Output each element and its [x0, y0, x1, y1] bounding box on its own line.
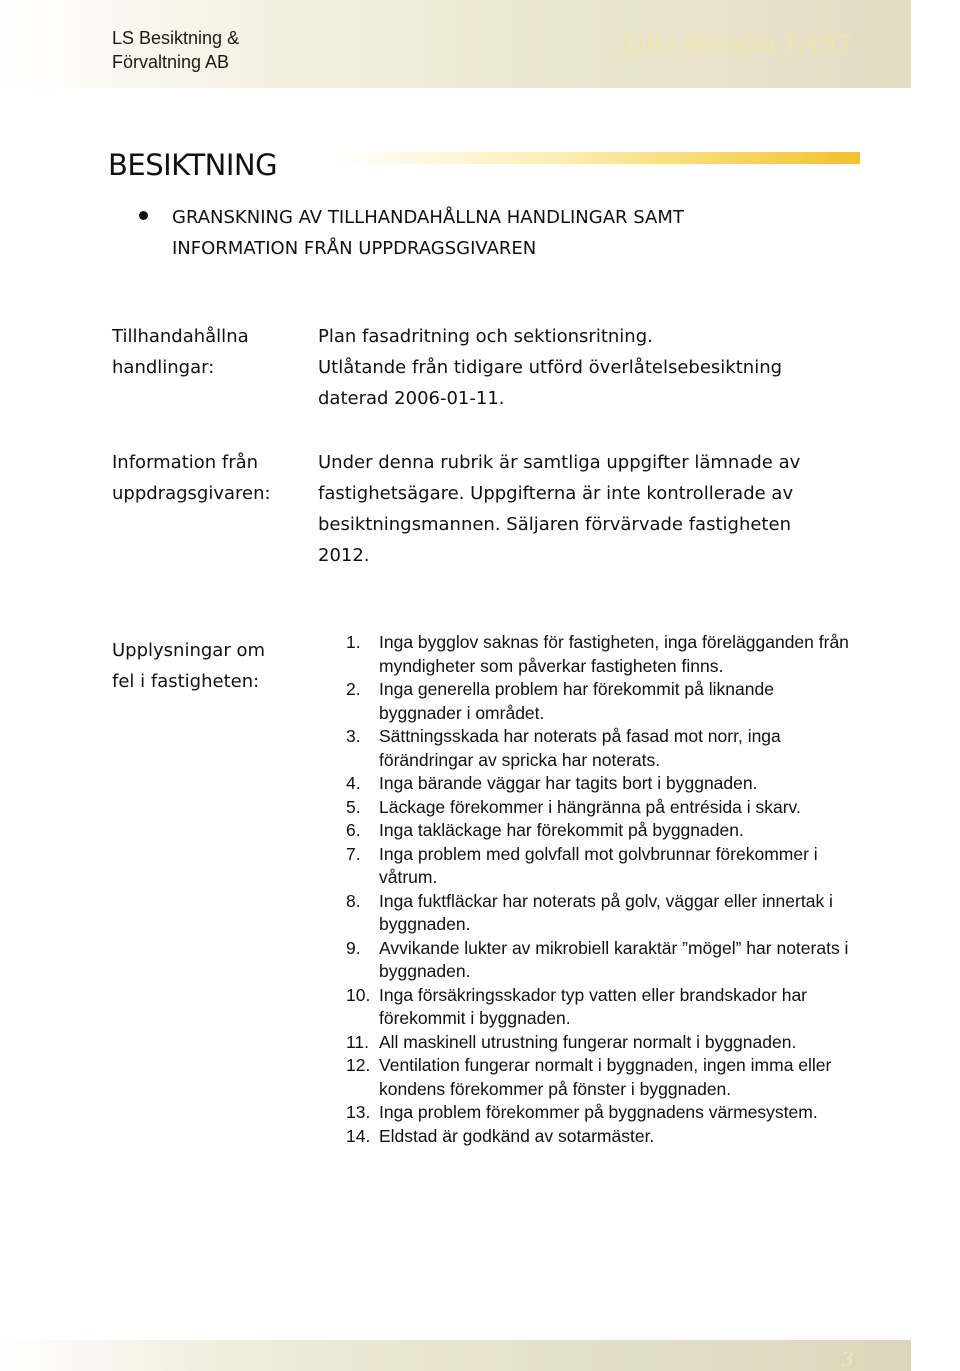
- list-item-number: 11.: [346, 1031, 370, 1052]
- title-accent-line: [330, 152, 860, 164]
- page-number: 3: [841, 1347, 854, 1371]
- list-item-number: 12.: [346, 1055, 371, 1075]
- list-item-number: 5.: [346, 796, 361, 817]
- list-item: [346, 796, 856, 820]
- subsection-heading-line2: INFORMATION FRÅN UPPDRAGSGIVAREN: [172, 238, 537, 259]
- company-name-line2: Förvaltning AB: [112, 52, 230, 72]
- information-label: [112, 447, 302, 509]
- list-item-text: Inga takläckage har förekommit på byggnaden.: [379, 820, 744, 840]
- footer-bar: [0, 1340, 911, 1371]
- list-item: [346, 843, 856, 890]
- handlingar-label-line1: Tillhandahållna: [112, 326, 249, 347]
- handlingar-value-line3: daterad 2006-01-11.: [318, 388, 505, 409]
- handlingar-value: [318, 321, 878, 414]
- list-item-number: 7.: [346, 843, 361, 864]
- list-item-text: Inga försäkringsskador typ vatten eller brandskador har förekommit i byggnaden.: [379, 984, 808, 1028]
- list-item-text: All maskinell utrustning fungerar normalt i byggnaden.: [379, 1031, 797, 1052]
- information-value-line1: Under denna rubrik är samtliga uppgifter lämnade av: [318, 452, 801, 473]
- information-label-line2: uppdragsgivaren:: [112, 483, 271, 504]
- list-item: [346, 1054, 856, 1101]
- list-item-number: 13.: [346, 1102, 371, 1122]
- upplysningar-label-line1: Upplysningar om: [112, 640, 265, 661]
- list-item: [346, 937, 856, 984]
- information-value-line3: besiktningsmannen. Säljaren förvärvade fastigheten: [318, 514, 791, 535]
- list-item-text: Inga problem med golvfall mot golvbrunnar förekommer i våtrum.: [379, 843, 818, 887]
- list-item: [346, 1101, 856, 1125]
- list-item-text: Läckage förekommer i hängränna på entrésida i skarv.: [379, 796, 801, 817]
- list-item: [346, 772, 856, 796]
- list-item-text: Ventilation fungerar normalt i byggnaden, ingen imma eller kondens förekommer på fönster i byggnaden.: [379, 1055, 832, 1099]
- list-item: [346, 984, 856, 1031]
- list-item-text: Eldstad är godkänd av sotarmäster.: [379, 1125, 655, 1146]
- property-designation: Lilla Slässbo 1:157: [621, 32, 852, 58]
- information-value-line2: fastighetsägare. Uppgifterna är inte kontrollerade av: [318, 483, 794, 504]
- information-value-line4: 2012.: [318, 545, 370, 566]
- information-label-line1: Information från: [112, 452, 259, 473]
- list-item-text: Inga bygglov saknas för fastigheten, inga förelägganden från myndigheter som påverkar fastigheten finns.: [379, 632, 849, 676]
- list-item: [346, 678, 856, 725]
- handlingar-value-line2: Utlåtande från tidigare utförd överlåtelsebesiktning: [318, 357, 783, 378]
- subsection-heading: [172, 202, 822, 264]
- list-item-number: 8.: [346, 890, 361, 911]
- list-item-number: 10.: [346, 984, 371, 1005]
- list-item-number: 4.: [346, 773, 361, 793]
- handlingar-value-line1: Plan fasadritning och sektionsritning.: [318, 326, 653, 347]
- list-item: [346, 725, 856, 772]
- handlingar-label-line2: handlingar:: [112, 357, 215, 378]
- list-item-number: 9.: [346, 937, 361, 958]
- section-title: BESIKTNING: [108, 148, 278, 182]
- list-item-text: Inga problem förekommer på byggnadens värmesystem.: [379, 1102, 818, 1122]
- list-item-number: 3.: [346, 726, 361, 746]
- list-item-text: Inga generella problem har förekommit på liknande byggnader i området.: [379, 679, 774, 723]
- fel-list: [346, 631, 856, 1148]
- list-item: [346, 1031, 856, 1055]
- upplysningar-label: [112, 635, 302, 697]
- information-value: [318, 447, 878, 571]
- upplysningar-label-line2: fel i fastigheten:: [112, 671, 260, 692]
- handlingar-label: [112, 321, 302, 383]
- company-name-line1: LS Besiktning &: [112, 28, 240, 48]
- list-item: [346, 1125, 856, 1149]
- list-item: [346, 819, 856, 843]
- list-item-number: 6.: [346, 820, 361, 840]
- list-item-text: Inga fuktfläckar har noterats på golv, väggar eller innertak i byggnaden.: [379, 890, 833, 934]
- list-item-text: Sättningsskada har noterats på fasad mot norr, inga förändringar av spricka har noterats.: [379, 726, 781, 770]
- list-item-number: 2.: [346, 679, 361, 699]
- bullet-icon: [139, 211, 148, 220]
- company-name: [112, 26, 239, 74]
- list-item-number: 14.: [346, 1125, 371, 1146]
- list-item-text: Inga bärande väggar har tagits bort i byggnaden.: [379, 773, 758, 793]
- list-item: [346, 631, 856, 678]
- subsection-heading-line1: GRANSKNING AV TILLHANDAHÅLLNA HANDLINGAR SAMT: [172, 207, 684, 228]
- list-item-text: Avvikande lukter av mikrobiell karaktär ”mögel” har noterats i byggnaden.: [379, 937, 849, 981]
- list-item: [346, 890, 856, 937]
- list-item-number: 1.: [346, 632, 361, 652]
